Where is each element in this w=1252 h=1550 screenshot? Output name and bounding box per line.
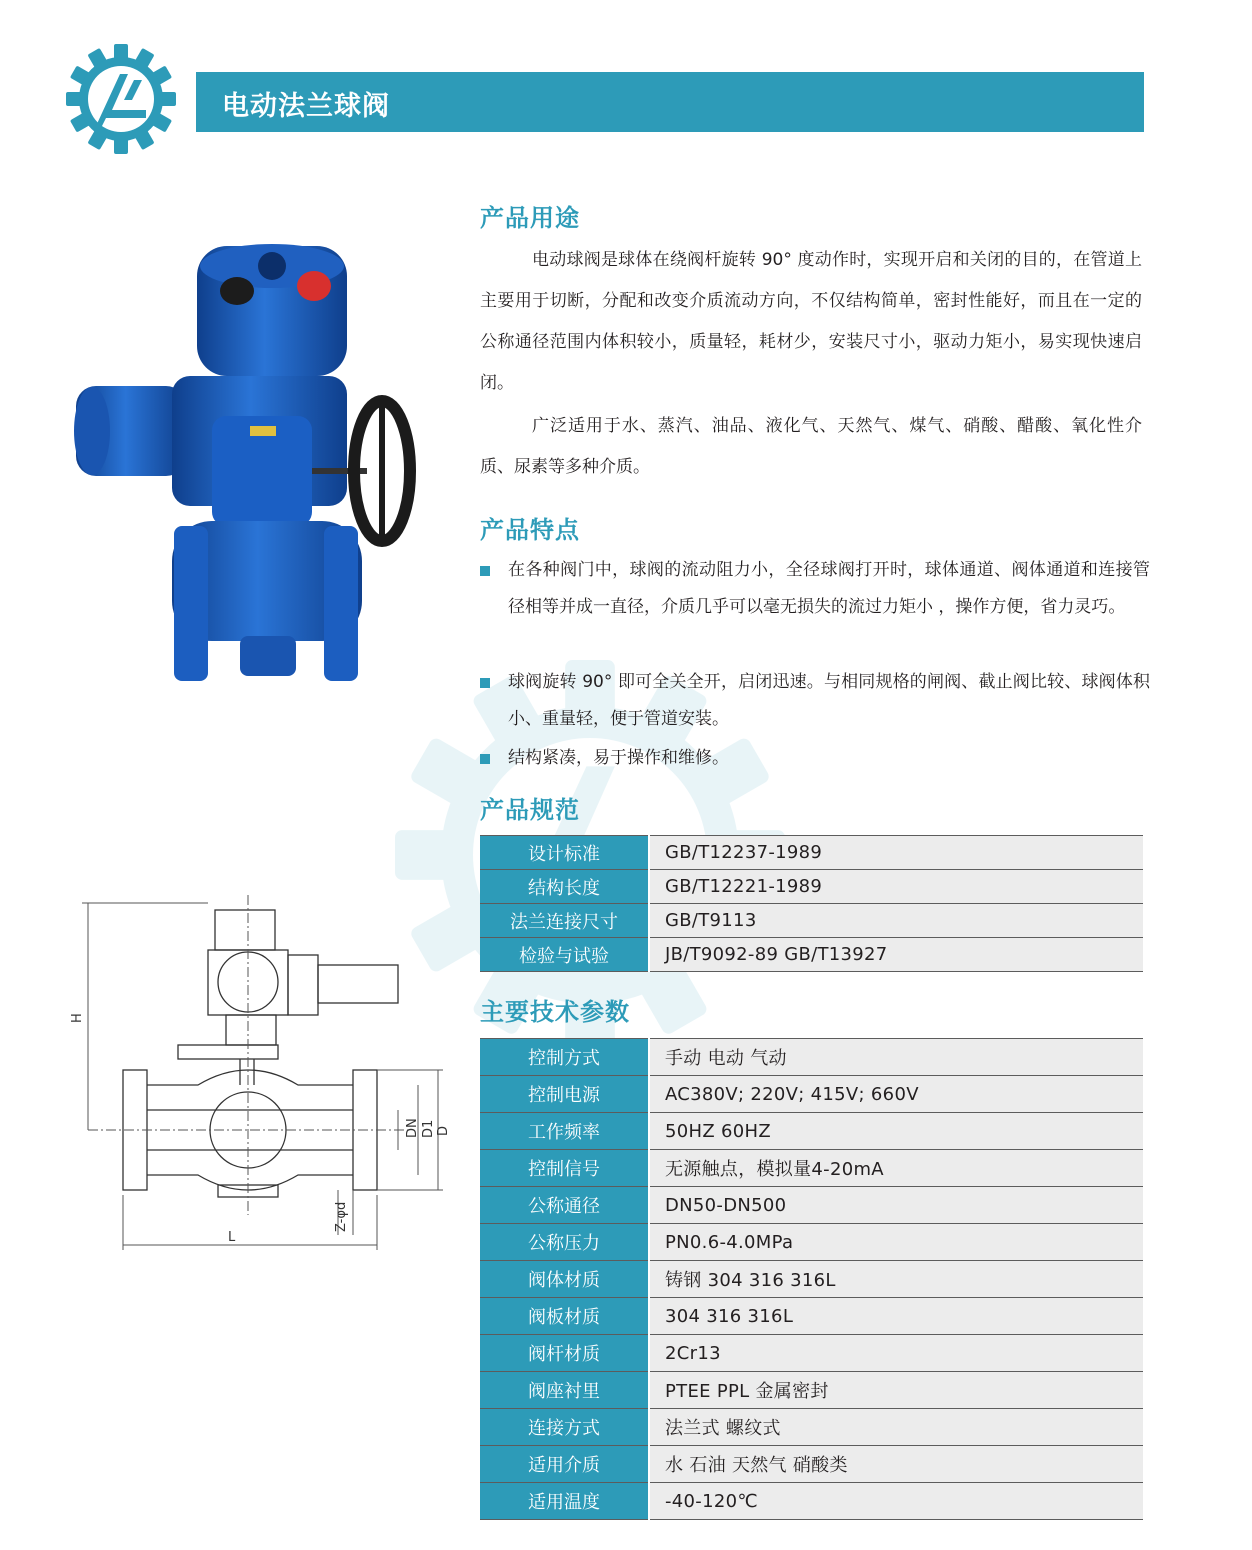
bullet-square-icon (480, 566, 490, 576)
spec-table (480, 835, 1143, 972)
table-row (480, 1335, 1143, 1372)
param-value: -40-120℃ (649, 1483, 1143, 1520)
table-row (480, 1261, 1143, 1298)
dim-label-z: Z-φd (334, 1201, 349, 1232)
table-row (480, 904, 1143, 938)
usage-paragraph-2: 广泛适用于水、蒸汽、油品、液化气、天然气、煤气、硝酸、醋酸、氧化性介质、尿素等多种介质。 (480, 416, 1142, 477)
table-row (480, 1446, 1143, 1483)
table-row (480, 1187, 1143, 1224)
param-key: 公称压力 (480, 1224, 649, 1261)
spec-key: 设计标准 (480, 836, 649, 870)
spec-value: JB/T9092-89 GB/T13927 (649, 938, 1143, 972)
param-key: 阀板材质 (480, 1298, 649, 1335)
dimension-drawing (68, 885, 468, 1260)
table-row (480, 1076, 1143, 1113)
table-row (480, 1409, 1143, 1446)
param-key: 控制方式 (480, 1039, 649, 1076)
param-value: DN50-DN500 (649, 1187, 1143, 1224)
bullet-square-icon (480, 754, 490, 764)
param-value: 2Cr13 (649, 1335, 1143, 1372)
spec-key: 结构长度 (480, 870, 649, 904)
param-key: 控制信号 (480, 1150, 649, 1187)
spec-key: 检验与试验 (480, 938, 649, 972)
param-key: 阀杆材质 (480, 1335, 649, 1372)
param-value: 手动 电动 气动 (649, 1039, 1143, 1076)
param-value: PTEE PPL 金属密封 (649, 1372, 1143, 1409)
param-value: 304 316 316L (649, 1298, 1143, 1335)
param-value: PN0.6-4.0MPa (649, 1224, 1143, 1261)
param-value: 无源触点，模拟量4-20mA (649, 1150, 1143, 1187)
spec-value: GB/T9113 (649, 904, 1143, 938)
dim-label-d: D (436, 1125, 451, 1136)
table-row (480, 938, 1143, 972)
param-key: 控制电源 (480, 1076, 649, 1113)
param-value: 法兰式 螺纹式 (649, 1409, 1143, 1446)
table-row (480, 870, 1143, 904)
feature-text: 在各种阀门中，球阀的流动阻力小，全径球阀打开时，球体通道、阀体通道和连接管径相等并成一直径，介质几乎可以毫无损失的流过力矩小 ，操作方便，省力灵巧。 (508, 560, 1150, 617)
spec-heading: 产品规范 (480, 796, 580, 824)
spec-value: GB/T12221-1989 (649, 870, 1143, 904)
table-row (480, 836, 1143, 870)
company-logo-gear-icon (66, 44, 176, 154)
feature-item (478, 552, 1150, 626)
params-table (480, 1038, 1143, 1520)
param-key: 阀体材质 (480, 1261, 649, 1298)
param-value: 50HZ 60HZ (649, 1113, 1143, 1150)
usage-paragraph-1: 电动球阀是球体在绕阀杆旋转 90° 度动作时，实现开启和关闭的目的，在管道上主要用于切断，分配和改变介质流动方向，不仅结构简单，密封性能好，而且在一定的公称通径范围内体积较小，质量轻，耗材少，安装尺寸小，驱动力矩小，易实现快速启闭。 (480, 250, 1142, 393)
feature-item (478, 740, 1150, 777)
param-key: 适用温度 (480, 1483, 649, 1520)
dim-label-dn: DN (405, 1118, 420, 1138)
param-key: 工作频率 (480, 1113, 649, 1150)
table-row (480, 1039, 1143, 1076)
dim-label-h: H (70, 1013, 85, 1023)
table-row (480, 1298, 1143, 1335)
feature-item (478, 664, 1150, 738)
table-row (480, 1483, 1143, 1520)
feature-text: 球阀旋转 90° 即可全关全开，启闭迅速。与相同规格的闸阀、截止阀比较、球阀体积小、重量轻，便于管道安装。 (508, 672, 1150, 729)
param-key: 阀座衬里 (480, 1372, 649, 1409)
param-key: 公称通径 (480, 1187, 649, 1224)
param-value: AC380V; 220V; 415V; 660V (649, 1076, 1143, 1113)
param-value: 水 石油 天然气 硝酸类 (649, 1446, 1143, 1483)
features-heading: 产品特点 (480, 516, 580, 544)
table-row (480, 1150, 1143, 1187)
spec-key: 法兰连接尺寸 (480, 904, 649, 938)
table-row (480, 1113, 1143, 1150)
dim-label-d1: D1 (421, 1119, 436, 1138)
param-key: 适用介质 (480, 1446, 649, 1483)
usage-heading: 产品用途 (480, 204, 580, 232)
table-row (480, 1224, 1143, 1261)
param-key: 连接方式 (480, 1409, 649, 1446)
bullet-square-icon (480, 678, 490, 688)
product-photo-electric-ball-valve (72, 236, 422, 686)
param-value: 铸钢 304 316 316L (649, 1261, 1143, 1298)
feature-text: 结构紧凑，易于操作和维修。 (508, 748, 729, 768)
table-row (480, 1372, 1143, 1409)
spec-value: GB/T12237-1989 (649, 836, 1143, 870)
dim-label-l: L (228, 1230, 236, 1245)
page-title: 电动法兰球阀 (222, 91, 390, 122)
params-heading: 主要技术参数 (480, 998, 630, 1026)
